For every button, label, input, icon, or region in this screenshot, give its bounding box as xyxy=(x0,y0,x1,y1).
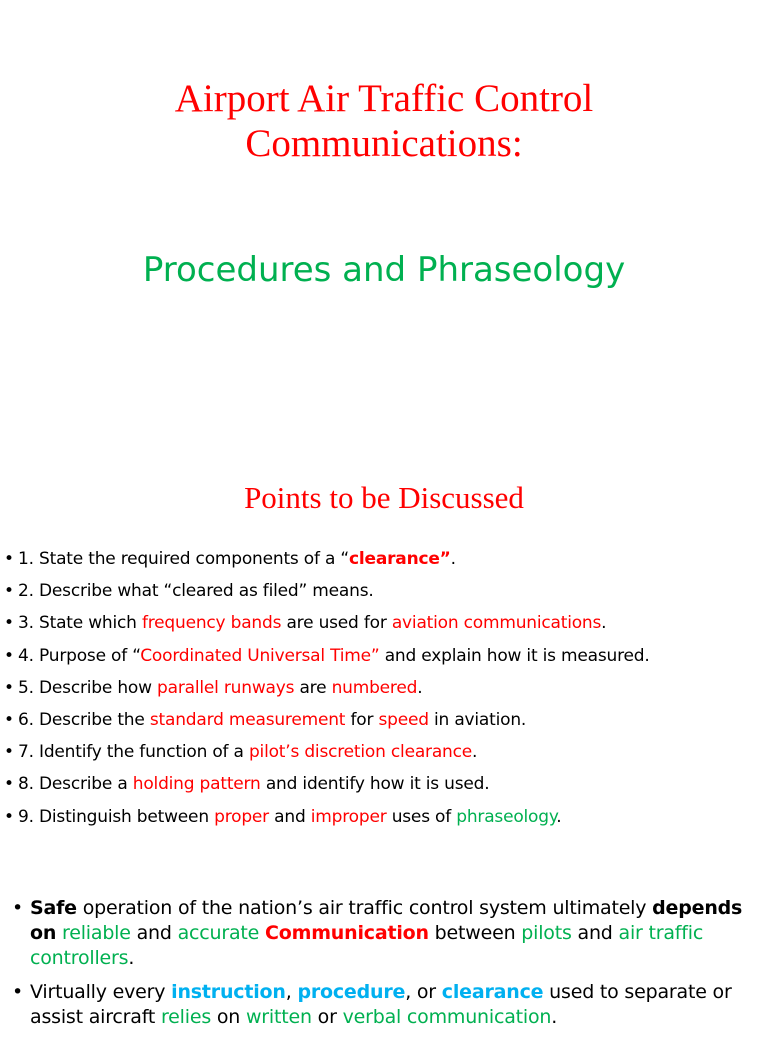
point-text: . xyxy=(472,742,478,763)
point-text: for xyxy=(345,709,379,730)
points-list xyxy=(4,548,766,838)
paragraph-text: or xyxy=(311,1006,343,1028)
paragraph-highlight: written xyxy=(245,1006,312,1028)
paragraph-text: used to separate or assist aircraft xyxy=(30,981,732,1028)
paragraph-emphasis: Safe xyxy=(30,897,77,919)
point-item-7 xyxy=(4,741,766,773)
point-text: and identify how it is used. xyxy=(260,774,490,795)
point-item-4 xyxy=(4,645,766,677)
paragraph-highlight: Communication xyxy=(265,922,429,944)
point-highlight: Coordinated Universal Time” xyxy=(140,645,380,666)
paragraph-highlight: procedure xyxy=(297,981,406,1003)
bullet-icon: • xyxy=(4,709,14,730)
point-text: are xyxy=(294,677,332,698)
bullet-icon: • xyxy=(4,742,14,763)
paragraph-highlight: verbal communication xyxy=(342,1006,552,1028)
point-text: . xyxy=(601,613,607,634)
point-text: 1. State the required components of a “ xyxy=(18,549,350,569)
point-text: 5. Describe how xyxy=(18,677,158,698)
paragraph-text: Virtually every xyxy=(30,981,172,1003)
slide-title-line-1: Airport Air Traffic Control xyxy=(174,77,594,120)
bullet-icon: • xyxy=(4,581,14,602)
points-heading: Points to be Discussed xyxy=(244,480,524,515)
point-item-6 xyxy=(4,709,766,741)
paragraph-text: operation of the nation’s air traffic control system ultimately xyxy=(76,897,653,919)
paragraph-2 xyxy=(12,980,748,1030)
paragraph-text: and xyxy=(571,922,619,944)
bullet-icon: • xyxy=(4,549,14,569)
bullet-icon: • xyxy=(4,677,14,698)
paragraph-highlight: air traffic controllers xyxy=(30,922,704,969)
point-highlight: aviation communications xyxy=(391,613,602,634)
point-text: . xyxy=(450,549,456,569)
paragraph-text: , or xyxy=(405,981,442,1003)
point-text: and explain how it is measured. xyxy=(379,645,650,666)
point-text: 4. Purpose of “ xyxy=(18,645,141,666)
point-text: are used for xyxy=(281,613,392,634)
bullet-icon: • xyxy=(4,806,14,827)
paragraph-text: and xyxy=(130,922,178,944)
point-highlight: parallel runways xyxy=(157,677,295,698)
point-highlight: phraseology xyxy=(456,806,557,827)
slide-title-line-2: Communications: xyxy=(245,122,523,165)
point-item-8 xyxy=(4,773,766,805)
point-text: and xyxy=(268,806,311,827)
paragraph-highlight: instruction xyxy=(171,981,286,1003)
point-highlight: speed xyxy=(378,709,429,730)
point-text: in aviation. xyxy=(428,709,527,730)
bullet-icon: • xyxy=(4,645,14,666)
point-highlight: standard measurement xyxy=(149,709,346,730)
summary-paragraphs xyxy=(12,896,748,1039)
slide-title xyxy=(0,76,768,166)
point-item-3 xyxy=(4,612,766,644)
paragraph-highlight: clearance xyxy=(441,981,544,1003)
point-item-9 xyxy=(4,806,766,838)
paragraph-highlight: pilots xyxy=(521,922,572,944)
point-highlight: clearance” xyxy=(349,549,451,569)
paragraph-highlight: relies xyxy=(160,1006,212,1028)
point-text: 9. Distinguish between xyxy=(18,806,215,827)
point-highlight: frequency bands xyxy=(141,613,282,634)
point-highlight: improper xyxy=(310,806,387,827)
point-item-5 xyxy=(4,677,766,709)
slide-subtitle: Procedures and Phraseology xyxy=(142,250,626,290)
paragraph-text: . xyxy=(128,947,135,969)
bullet-icon: • xyxy=(12,981,24,1003)
point-text: 3. State which xyxy=(18,613,142,634)
point-text: 7. Identify the function of a xyxy=(18,742,249,763)
bullet-icon: • xyxy=(4,774,14,795)
paragraph-highlight: reliable xyxy=(62,922,131,944)
point-text: . xyxy=(417,677,423,698)
bullet-icon: • xyxy=(12,897,24,919)
point-highlight: proper xyxy=(214,806,269,827)
paragraph-highlight: accurate xyxy=(177,922,260,944)
point-text: . xyxy=(556,806,562,827)
point-item-1 xyxy=(4,548,766,580)
point-item-2 xyxy=(4,580,766,612)
point-highlight: holding pattern xyxy=(132,774,261,795)
paragraph-emphasis: depends on xyxy=(30,897,743,944)
point-text: 8. Describe a xyxy=(18,774,133,795)
point-highlight: numbered xyxy=(331,677,418,698)
bullet-icon: • xyxy=(4,613,14,634)
point-highlight: pilot’s discretion clearance xyxy=(248,742,473,763)
paragraph-1 xyxy=(12,896,748,971)
paragraph-text: , xyxy=(285,981,298,1003)
paragraph-text: on xyxy=(211,1006,246,1028)
paragraph-text: . xyxy=(551,1006,558,1028)
point-text: 6. Describe the xyxy=(18,709,150,730)
point-text: uses of xyxy=(386,806,457,827)
point-text: 2. Describe what “cleared as filed” means. xyxy=(18,581,374,602)
paragraph-text: between xyxy=(428,922,522,944)
